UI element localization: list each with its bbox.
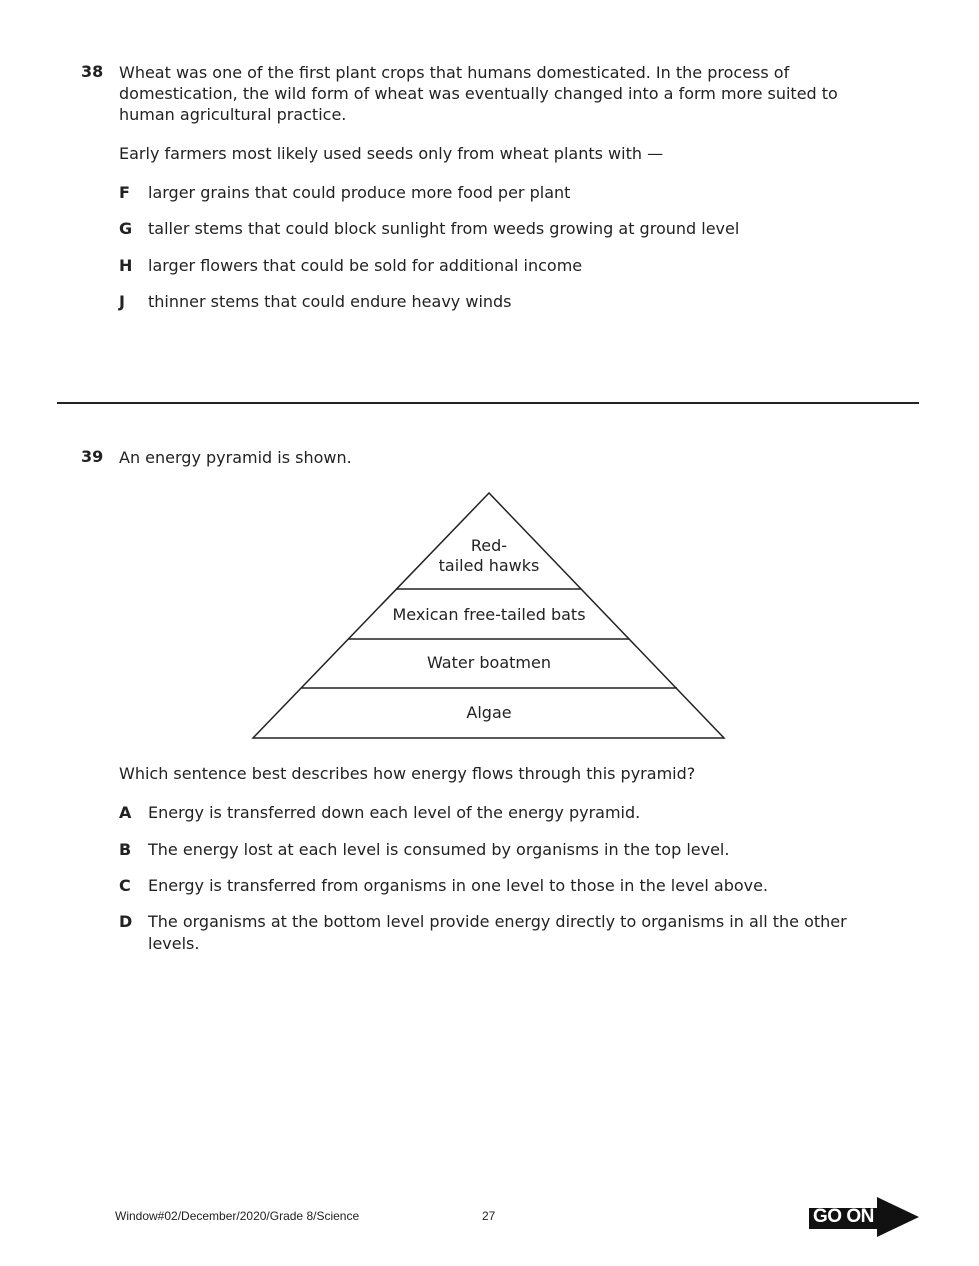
energy-pyramid <box>250 490 728 742</box>
option-text: thinner stems that could endure heavy winds <box>148 292 512 311</box>
question-39-prompt: Which sentence best describes how energy flows through this pyramid? <box>119 764 696 783</box>
option-text: larger flowers that could be sold for additional income <box>148 256 583 275</box>
option-text: The energy lost at each level is consumed by organisms in the top level. <box>148 840 730 859</box>
question-39-stem: An energy pyramid is shown. <box>119 448 352 467</box>
option-text: The organisms at the bottom level provide energy directly to organisms in all the other levels. <box>148 912 847 953</box>
question-38-stem-line-1: Wheat was one of the first plant crops that humans domesticated. In the process of <box>119 63 790 82</box>
option-text: Energy is transferred from organisms in one level to those in the level above. <box>148 876 769 895</box>
pyramid-level-bats: Mexican free-tailed bats <box>392 605 586 624</box>
pyramid-level-hawks-line-1: Red- <box>470 536 508 555</box>
page-number: 27 <box>482 1209 496 1223</box>
pyramid-level-water-boatmen: Water boatmen <box>427 653 551 672</box>
go-on-label: GO ON <box>813 1206 874 1227</box>
option-letter: C <box>119 876 131 895</box>
option-letter: D <box>119 912 133 931</box>
option-text: larger grains that could produce more food per plant <box>148 183 571 202</box>
option-letter: J <box>119 292 125 311</box>
option-letter: A <box>119 803 132 822</box>
option-letter: H <box>119 256 133 275</box>
option-text: Energy is transferred down each level of the energy pyramid. <box>148 803 641 822</box>
pyramid-level-hawks-line-2: tailed hawks <box>438 556 540 575</box>
question-38-prompt: Early farmers most likely used seeds only from wheat plants with — <box>119 144 664 163</box>
question-38-stem-line-3: human agricultural practice. <box>119 105 347 124</box>
option-letter: B <box>119 840 132 859</box>
option-text: taller stems that could block sunlight from weeds growing at ground level <box>148 219 740 238</box>
go-on-indicator <box>809 1197 921 1239</box>
question-divider <box>57 402 919 404</box>
pyramid-level-algae: Algae <box>466 703 512 722</box>
option-letter: G <box>119 219 133 238</box>
question-38-stem <box>119 62 859 125</box>
footer-source: Window#02/December/2020/Grade 8/Science <box>115 1209 360 1223</box>
option-letter: F <box>119 183 130 202</box>
question-39-number: 39 <box>81 447 104 466</box>
question-38-stem-line-2: domestication, the wild form of wheat was eventually changed into a form more suited to <box>119 84 838 103</box>
arrow-right-icon <box>877 1197 919 1237</box>
question-38-number: 38 <box>81 62 104 81</box>
